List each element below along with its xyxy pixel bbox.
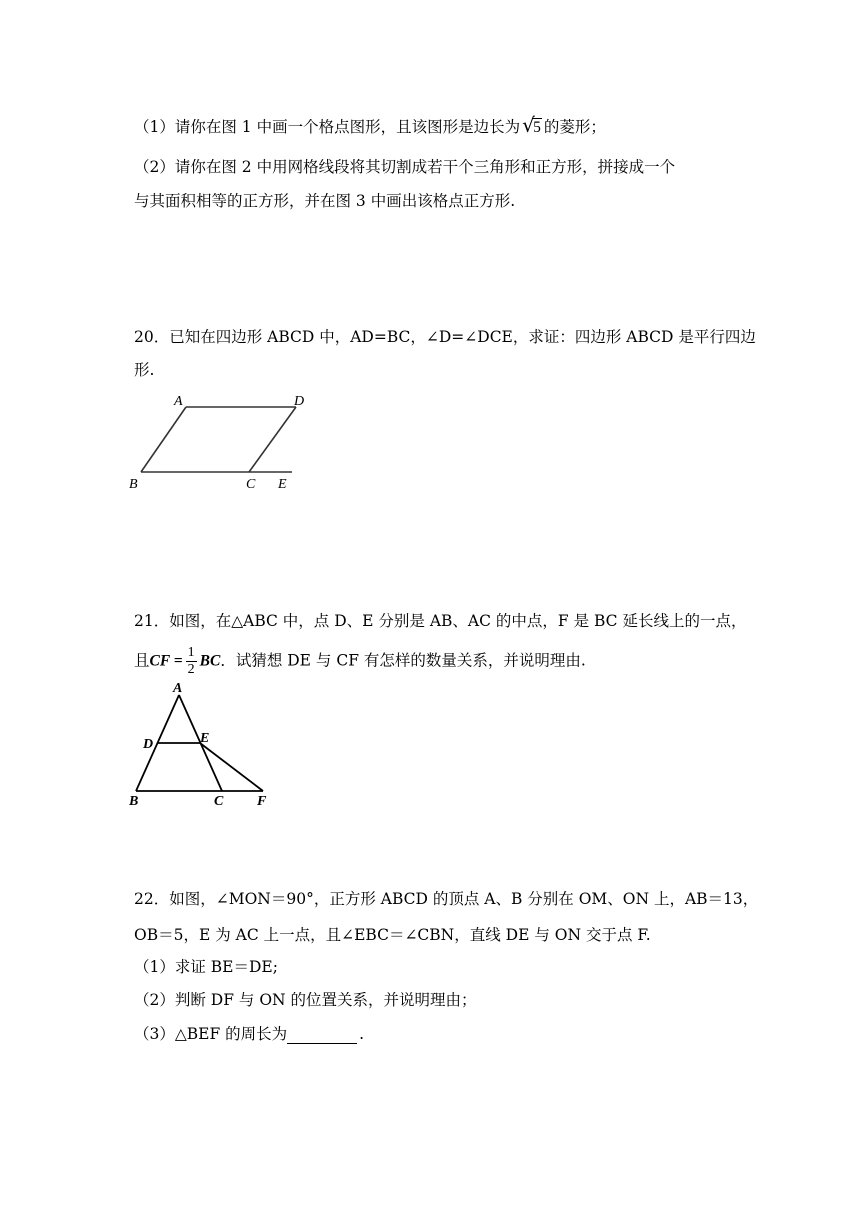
equation-rhs: BC	[199, 652, 221, 670]
label-e: E	[200, 731, 210, 746]
q22-stem-line1: 22．如图，∠MON＝90°，正方形 ABCD 的顶点 A、B 分别在 OM、ON 上，AB＝13，	[134, 890, 759, 908]
q22-part3-prefix: （3）△BEF 的周长为	[134, 1025, 288, 1043]
q21-stem-line2	[134, 645, 586, 678]
equation-lhs: CF =	[149, 652, 183, 670]
label-a: A	[173, 681, 183, 696]
label-a: A	[174, 394, 183, 409]
q21-stem-line1: 21．如图，在△ABC 中，点 D、E 分别是 AB、AC 的中点，F 是 BC 延长线上的一点，	[134, 612, 747, 630]
label-d: D	[143, 737, 154, 752]
q21-line2-prefix: 且	[134, 651, 150, 670]
q22-part3-suffix: .	[359, 1025, 365, 1043]
q19-part1-suffix: 的菱形；	[543, 118, 606, 136]
q22-part1: （1）求证 BE＝DE;	[134, 958, 278, 976]
q19-part1	[134, 113, 606, 137]
sqrt-radicand: 5	[533, 119, 541, 136]
label-c: C	[246, 477, 256, 492]
sqrt-expression: √ 5	[522, 113, 541, 137]
label-b: B	[129, 477, 138, 492]
label-f: F	[257, 794, 267, 809]
q22-part3	[134, 1024, 364, 1044]
edge-dc	[249, 407, 296, 472]
fraction-numerator: 1	[187, 645, 195, 660]
q20-parallelogram-figure	[126, 390, 326, 495]
q21-triangle-figure	[126, 680, 276, 810]
q19-part2-line2: 与其面积相等的正方形，并在图 3 中画出该格点正方形.	[134, 192, 516, 210]
segment-ef	[200, 743, 263, 791]
label-d: D	[294, 394, 305, 409]
edge-ab	[141, 407, 186, 472]
fraction-one-half	[186, 645, 197, 678]
q22-stem-line2: OB＝5，E 为 AC 上一点，且∠EBC＝∠CBN，直线 DE 与 ON 交于点 F.	[134, 926, 651, 944]
q22-part2: （2）判断 DF 与 ON 的位置关系，并说明理由；	[134, 991, 477, 1009]
answer-blank[interactable]	[287, 1027, 357, 1044]
fraction-denominator: 2	[187, 662, 195, 677]
label-b: B	[129, 794, 139, 809]
q20-stem-line1: 20．已知在四边形 ABCD 中，AD=BC，∠D=∠DCE，求证：四边形 ABCD 是平行四边	[134, 328, 756, 346]
label-c: C	[214, 794, 224, 809]
label-e: E	[278, 477, 287, 492]
q19-part2-line1: （2）请你在图 2 中用网格线段将其切割成若干个三角形和正方形，拼接成一个	[134, 158, 676, 176]
q19-part1-prefix: （1）请你在图 1 中画一个格点图形，且该图形是边长为	[134, 118, 521, 136]
q21-line2-suffix: ．试猜想 DE 与 CF 有怎样的数量关系，并说明理由.	[220, 651, 586, 670]
q20-stem-line2: 形.	[134, 361, 155, 379]
